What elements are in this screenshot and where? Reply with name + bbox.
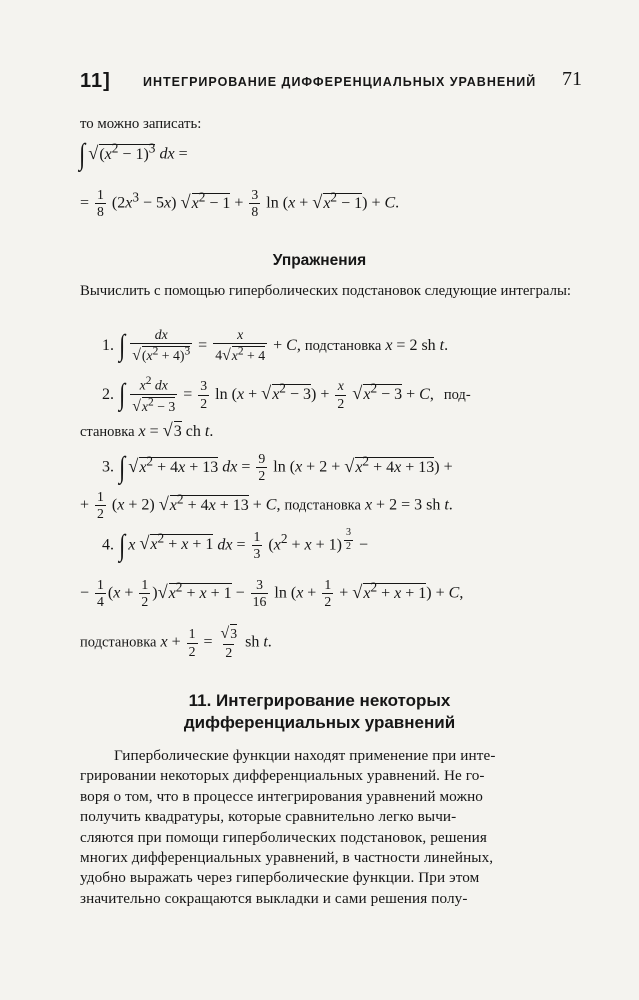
substitution-label-split-a: под-: [443, 386, 471, 403]
section-heading-line-2: дифференциальных уравнений: [183, 713, 456, 732]
section-heading: [0, 690, 639, 734]
page-number: 71: [562, 68, 582, 90]
exercise-4-number: 4.: [102, 536, 114, 554]
section-number: 11]: [80, 70, 111, 92]
exercise-4-continuation: − $\frac{1}{4}$ (x + $\frac{1}{2}$ )$√x^2 + x + 1$ − $\frac{3}{16}$ ln (x + $\frac{1}{2}$ + $√x^2 + x + 1) + C$,: [80, 577, 464, 610]
paragraph-line: воря о том, что в процессе интегрирования уравнений можно: [80, 787, 483, 805]
exercise-2-number: 2.: [102, 385, 114, 403]
exercise-2-continuation: становка x = √3 ch t.: [80, 420, 214, 440]
exercise-3: 3. ∫ $√x^2 + 4x + 13$ dx = $\frac{9}{2}$ $\ln (x + 2 + √x^2 + 4x + 13)$ +: [102, 450, 453, 484]
paragraph-line: многих дифференциальных уравнений, в частности линейных,: [80, 849, 494, 867]
exercises-title: Упражнения: [272, 252, 367, 269]
exercise-4: 4. ∫ x $√x^2 + x + 1$ dx = $\frac{1}{3}$ $(x^2 + x + 1)$ $^{\frac{3}{2}}$ −: [102, 527, 369, 562]
paragraph-line: грировании некоторых дифференциальных уравнений. Не го-: [80, 767, 485, 785]
formula-result-line: = $\frac{1}{8}$ $(2x^3 - 5x) √x^2 - 1$ + $\frac{3}{8}$ $\ln (x + √x^2 - 1) + C$.: [80, 187, 400, 220]
running-title: ИНТЕГРИРОВАНИЕ ДИФФЕРЕНЦИАЛЬНЫХ УРАВНЕНИЙ: [143, 75, 537, 89]
exercise-1-number: 1.: [102, 336, 114, 354]
exercise-3-continuation: + $\frac{1}{2}$ (x + 2) $√x^2 + 4x + 13 + C$, подстановка x + 2 = 3 sh t.: [80, 489, 453, 522]
paragraph-line: Гиперболические функции находят применение при инте-: [114, 747, 496, 764]
substitution-label-split-b: становка: [80, 424, 135, 440]
exercise-3-number: 3.: [102, 458, 114, 476]
formula-integral-line: ∫ $√(x^2 - 1)^3$ dx =: [79, 138, 188, 171]
body-paragraph: [80, 746, 588, 909]
exercise-1: 1. ∫ $\frac{dx}{√(x^2 + 4)^3}$ = $\frac{x}{4√x^2 + 4}$ + C, подстановка x = 2 sh t.: [102, 327, 449, 365]
section-heading-line-1: 11. Интегрирование некоторых: [188, 691, 451, 710]
exercises-intro: Вычислить с помощью гиперболических подстановок следующие интегралы:: [80, 283, 572, 299]
paragraph-line: удобно выражать через гиперболические функции. При этом: [80, 869, 480, 887]
substitution-label: подстановка: [284, 497, 361, 514]
paragraph-line: получить квадратуры, которые сравнительно легко вычи-: [80, 808, 457, 826]
substitution-label: подстановка: [80, 634, 157, 651]
paragraph-line: значительно сокращаются выкладки и сами решения полу-: [80, 889, 468, 907]
paragraph-line: сляются при помощи гиперболических подстановок, решения: [80, 828, 487, 846]
intro-text: то можно записать:: [80, 116, 202, 132]
exercise-2: 2. ∫ $\frac{x^2 dx}{√x^2 - 3}$ = $\frac{3}{2}$ $\ln (x + √x^2 - 3)$ + $\frac{x}{2}$ $√x^2 - 3 + C$, под-: [102, 375, 471, 415]
substitution-label: подстановка: [304, 337, 382, 354]
exercise-4-substitution: подстановка x + $\frac{1}{2}$ = $\frac{√3}{2}$ sh t.: [80, 625, 272, 660]
